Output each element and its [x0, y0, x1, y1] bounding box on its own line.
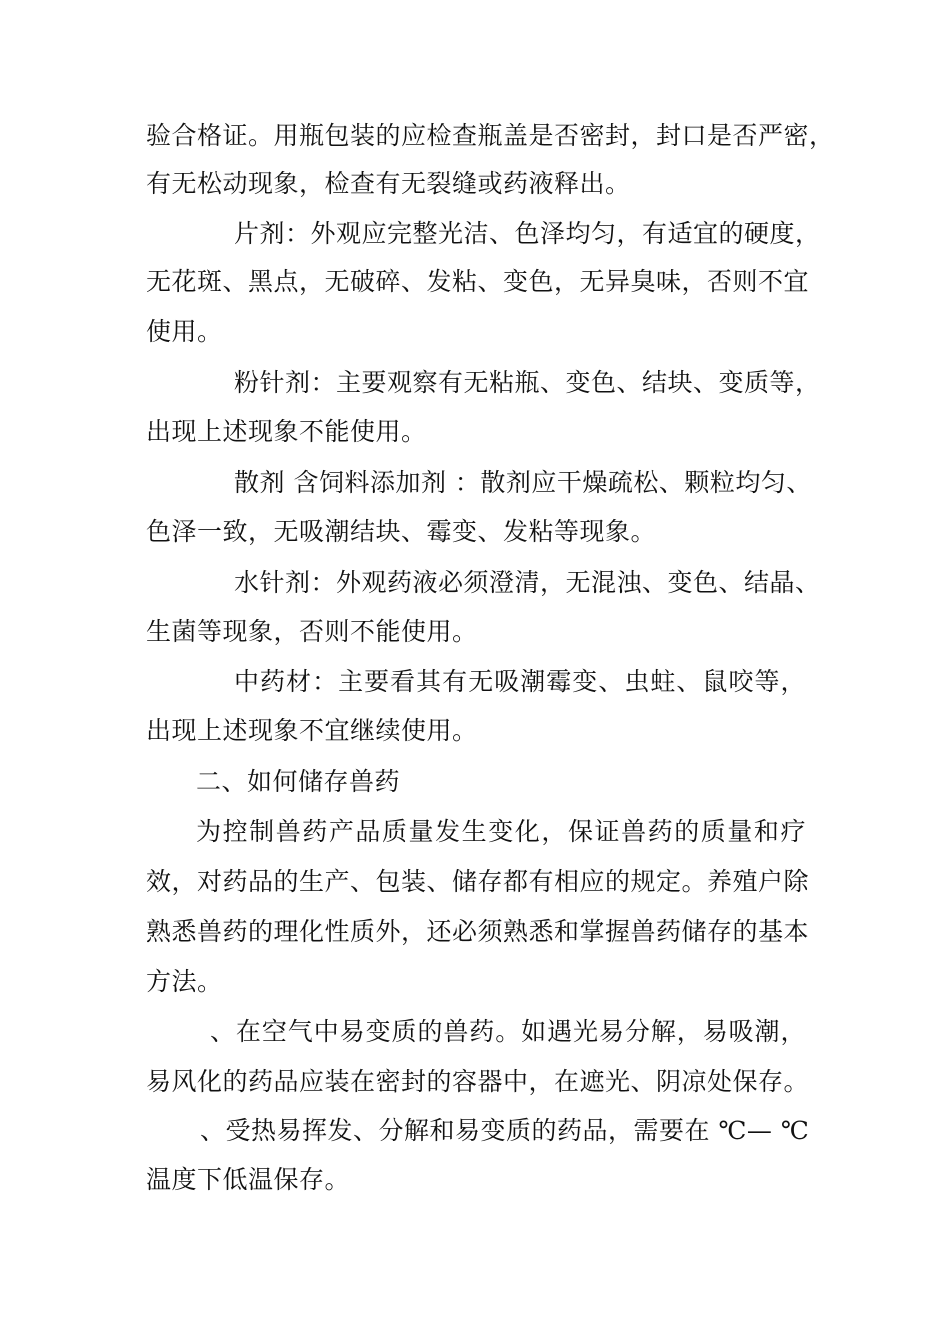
text-line: 散剂 含饲料添加剂 ：散剂应干燥疏松、颗粒均匀、: [234, 468, 812, 497]
text-line: 方法。: [146, 967, 223, 996]
text-line: 出现上述现象不宜继续使用。: [146, 716, 478, 745]
text-line: 中药材：主要看其有无吸潮霉变、虫蛀、鼠咬等，: [234, 667, 806, 696]
text-line: 熟悉兽药的理化性质外，还必须熟悉和掌握兽药储存的基本: [146, 917, 810, 946]
text-line: 有无松动现象，检查有无裂缝或药液释出。: [146, 169, 631, 198]
text-line: 、受热易挥发、分解和易变质的药品，需要在 ℃— ℃: [200, 1116, 810, 1145]
text-line: 验合格证。用瓶包装的应检查瓶盖是否密封，封口是否严密，: [146, 121, 835, 150]
text-line: 水针剂：外观药液必须澄清，无混浊、变色、结晶、: [234, 568, 821, 597]
text-line: 易风化的药品应装在密封的容器中，在遮光、阴凉处保存。: [146, 1067, 810, 1096]
text-line: 粉针剂：主要观察有无粘瓶、变色、结块、变质等，: [234, 368, 821, 397]
section-heading: 二、如何储存兽药: [196, 767, 401, 796]
text-line: 无花斑、黑点，无破碎、发粘、变色，无异臭味，否则不宜: [146, 267, 810, 296]
text-line: 效，对药品的生产、包装、储存都有相应的规定。养殖户除: [146, 867, 810, 896]
text-line: 生菌等现象，否则不能使用。: [146, 617, 478, 646]
text-line: 片剂：外观应完整光洁、色泽均匀，有适宜的硬度，: [234, 219, 821, 248]
text-line: 出现上述现象不能使用。: [146, 417, 427, 446]
text-line: 温度下低温保存。: [146, 1165, 351, 1194]
text-line: 色泽一致，无吸潮结块、霉变、发粘等现象。: [146, 517, 657, 546]
text-line: 、在空气中易变质的兽药。如遇光易分解，易吸潮，: [210, 1017, 806, 1046]
text-line: 为控制兽药产品质量发生变化，保证兽药的质量和疗: [196, 817, 806, 846]
text-line: 使用。: [146, 317, 223, 346]
